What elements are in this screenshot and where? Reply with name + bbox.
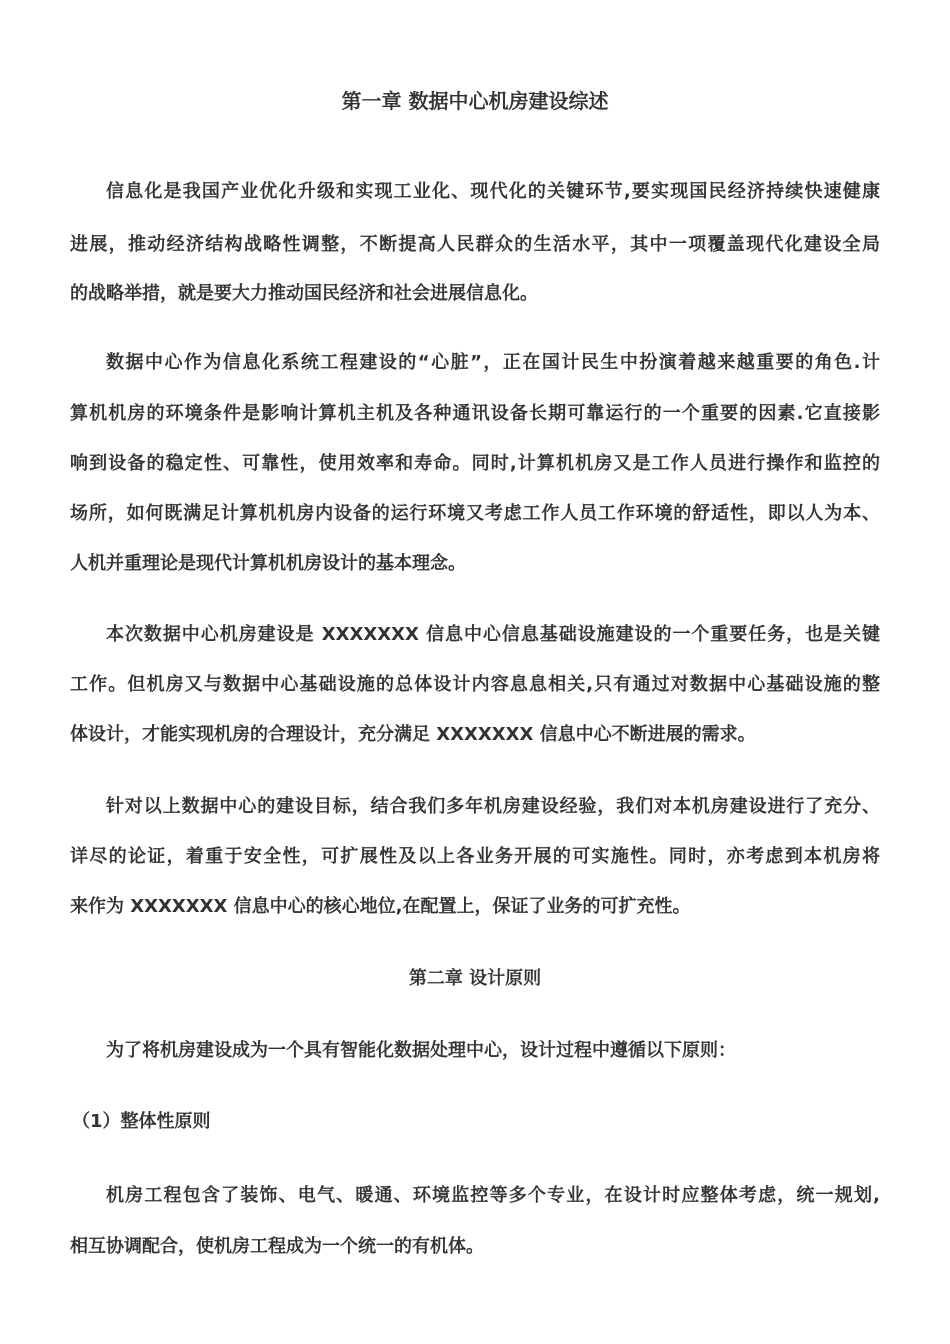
p2-line-1: 数据中心作为信息化系统工程建设的“心脏”，正在国计民生中扮演着越来越重要的角色.计 [106,352,880,373]
p2-line-5: 人机并重理论是现代计算机机房设计的基本理念。 [70,553,466,574]
chapter-1-title: 第一章 数据中心机房建设综述 [341,89,609,113]
principle-1-line-2: 相互协调配合，使机房工程成为一个统一的有机体。 [70,1236,484,1257]
chapter-2-intro: 为了将机房建设成为一个具有智能化数据处理中心，设计过程中遵循以下原则： [106,1040,736,1061]
chapter-2-title: 第二章 设计原则 [408,968,542,989]
principle-1-heading: （1）整体性原则 [72,1111,211,1132]
p4-line-2: 详尽的论证，着重于安全性，可扩展性及以上各业务开展的可实施性。同时，亦考虑到本机房将 [70,846,880,867]
p3-line-2: 工作。但机房又与数据中心基础设施的总体设计内容息息相关,只有通过对数据中心基础设施的整 [70,674,880,695]
p2-line-3: 响到设备的稳定性、可靠性，使用效率和寿命。同时,计算机机房又是工作人员进行操作和监控的 [70,453,880,474]
principle-1-line-1: 机房工程包含了装饰、电气、暖通、环境监控等多个专业，在设计时应整体考虑，统一规划, [106,1185,880,1206]
p1-line-1: 信息化是我国产业优化升级和实现工业化、现代化的关键环节,要实现国民经济持续快速健康 [106,181,880,202]
p2-line-2: 算机机房的环境条件是影响计算机主机及各种通讯设备长期可靠运行的一个重要的因素.它直接影 [70,403,880,424]
p2-line-4: 场所，如何既满足计算机机房内设备的运行环境又考虑工作人员工作环境的舒适性，即以人为本、 [70,503,880,524]
p4-line-3: 来作为 XXXXXXX 信息中心的核心地位,在配置上，保证了业务的可扩充性。 [70,896,691,917]
p3-line-1: 本次数据中心机房建设是 XXXXXXX 信息中心信息基础设施建设的一个重要任务，也是关键 [106,624,880,645]
p4-line-1: 针对以上数据中心的建设目标，结合我们多年机房建设经验，我们对本机房建设进行了充分、 [106,796,880,817]
p1-line-3: 的战略举措，就是要大力推动国民经济和社会进展信息化。 [70,283,538,304]
p3-line-3: 体设计，才能实现机房的合理设计，充分满足 XXXXXXX 信息中心不断进展的需求。 [70,724,756,745]
p1-line-2: 进展，推动经济结构战略性调整，不断提高人民群众的生活水平，其中一项覆盖现代化建设全局 [70,234,880,255]
